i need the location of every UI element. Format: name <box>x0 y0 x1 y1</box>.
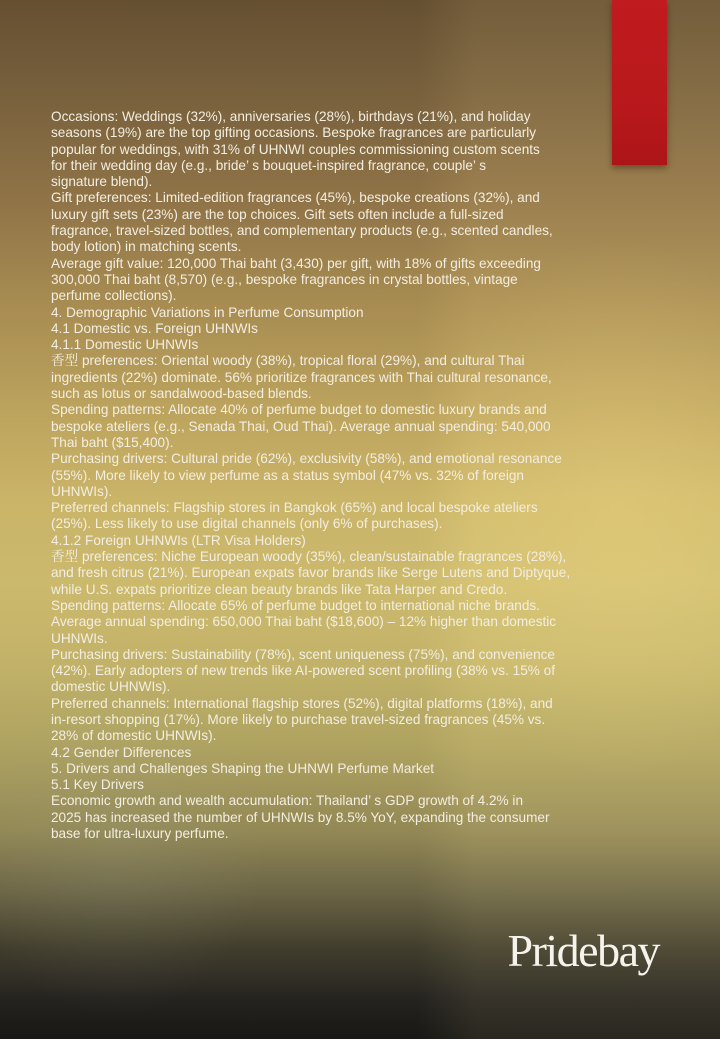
text-line: 5.1 Key Drivers <box>51 777 144 793</box>
text-line: while U.S. expats prioritize clean beauty brands like Tata Harper and Credo. <box>51 581 508 597</box>
text-line: for their wedding day (e.g., bride’ s bouquet-inspired fragrance, couple’ s <box>51 157 486 173</box>
text-line: bespoke ateliers (e.g., Senada Thai, Oud Thai). Average annual spending: 540,000 <box>51 418 551 434</box>
text-line: 2025 has increased the number of UHNWIs by 8.5% YoY, expanding the consumer <box>51 809 550 825</box>
text-line: 4.1.1 Domestic UHNWIs <box>51 337 199 353</box>
text-line: in-resort shopping (17%). More likely to purchase travel-sized fragrances (45% vs. <box>51 711 546 727</box>
text-line: fragrance, travel-sized bottles, and complementary products (e.g., scented candles, <box>51 223 553 239</box>
text-line: Purchasing drivers: Sustainability (78%), scent uniqueness (75%), and convenience <box>51 646 555 662</box>
text-line: (55%). More likely to view perfume as a status symbol (47% vs. 32% of foreign <box>51 467 524 483</box>
text-line: Spending patterns: Allocate 40% of perfume budget to domestic luxury brands and <box>51 402 547 418</box>
text-line: 4. Demographic Variations in Perfume Consumption <box>51 304 364 320</box>
text-line: luxury gift sets (23%) are the top choices. Gift sets often include a full-sized <box>51 206 504 222</box>
text-line: 300,000 Thai baht (8,570) (e.g., bespoke fragrances in crystal bottles, vintage <box>51 271 518 287</box>
text-line: (42%). Early adopters of new trends like AI-powered scent profiling (38% vs. 15% of <box>51 663 555 679</box>
text-line: seasons (19%) are the top gifting occasions. Bespoke fragrances are particularly <box>51 125 537 141</box>
text-line: 4.1 Domestic vs. Foreign UHNWIs <box>51 320 258 336</box>
text-line: signature blend). <box>51 174 153 190</box>
text-line: 4.1.2 Foreign UHNWIs (LTR Visa Holders) <box>51 532 306 548</box>
bookmark-ribbon <box>612 0 667 165</box>
text-line: UHNWIs. <box>51 630 108 646</box>
text-line: Thai baht ($15,400). <box>51 434 174 450</box>
text-line: 4.2 Gender Differences <box>51 744 192 760</box>
text-line: Preferred channels: International flagship stores (52%), digital platforms (18%), and <box>51 695 553 711</box>
text-line: ingredients (22%) dominate. 56% prioritize fragrances with Thai cultural resonance, <box>51 369 552 385</box>
text-line: Purchasing drivers: Cultural pride (62%), exclusivity (58%), and emotional resonance <box>51 451 562 467</box>
pridebay-logo: Pridebay <box>507 925 659 976</box>
text-line: UHNWIs). <box>51 483 113 499</box>
text-line: Average annual spending: 650,000 Thai baht ($18,600) – 12% higher than domestic <box>51 614 557 630</box>
text-line: 5. Drivers and Challenges Shaping the UHNWI Perfume Market <box>51 760 435 776</box>
text-line: Spending patterns: Allocate 65% of perfume budget to international niche brands. <box>51 597 540 613</box>
text-line: such as lotus or sandalwood-based blends. <box>51 386 312 402</box>
text-line: and fresh citrus (21%). European expats favor brands like Serge Lutens and Diptyque, <box>51 565 571 581</box>
text-line: base for ultra-luxury perfume. <box>51 826 229 842</box>
text-line: Average gift value: 120,000 Thai baht (3,430) per gift, with 18% of gifts exceeding <box>51 255 541 271</box>
text-line: Occasions: Weddings (32%), anniversaries (28%), birthdays (21%), and holiday <box>51 109 531 124</box>
text-line: domestic UHNWIs). <box>51 679 171 695</box>
text-line: perfume collections). <box>51 288 177 304</box>
text-line: 香型 preferences: Oriental woody (38%), tropical floral (29%), and cultural Thai <box>51 353 525 369</box>
text-line: 28% of domestic UHNWIs). <box>51 728 217 744</box>
document-text-block <box>51 109 611 842</box>
text-line: (25%). Less likely to use digital channels (only 6% of purchases). <box>51 516 443 532</box>
text-line: 香型 preferences: Niche European woody (35%), clean/sustainable fragrances (28%), <box>51 549 567 565</box>
text-line: Gift preferences: Limited-edition fragrances (45%), bespoke creations (32%), and <box>51 190 540 206</box>
text-line: popular for weddings, with 31% of UHNWI couples commissioning custom scents <box>51 141 540 157</box>
text-line: Economic growth and wealth accumulation: Thailand’ s GDP growth of 4.2% in <box>51 793 524 809</box>
text-line: Preferred channels: Flagship stores in Bangkok (65%) and local bespoke ateliers <box>51 500 538 516</box>
text-line: body lotion) in matching scents. <box>51 239 242 255</box>
